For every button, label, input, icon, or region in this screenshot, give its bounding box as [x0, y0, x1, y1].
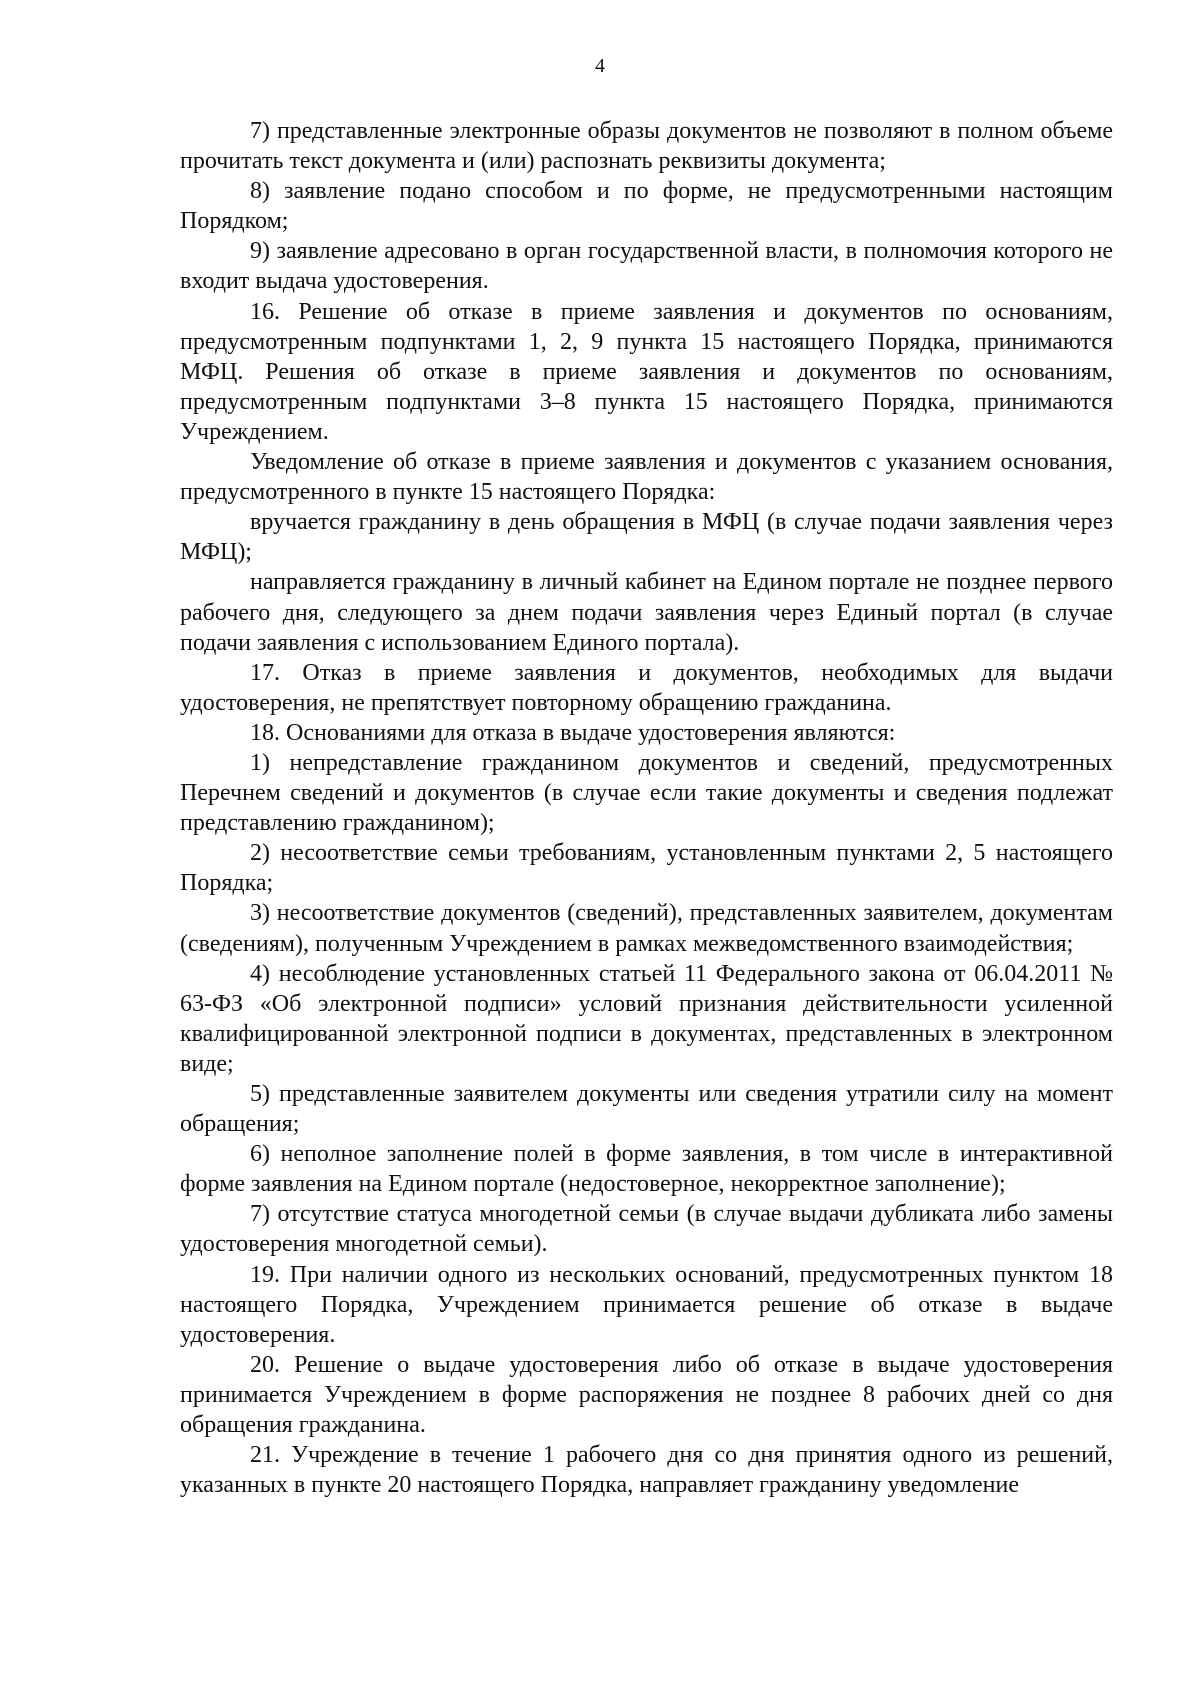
paragraph: направляется гражданину в личный кабинет на Едином портале не позднее первого рабочего дня, следующего за днем подачи заявления через Единый портал (в случае подачи заявления с использованием Единого портала). — [180, 569, 1113, 656]
paragraph: 9) заявление адресовано в орган государственной власти, в полномочия которого не входит выдача удостоверения. — [180, 238, 1113, 295]
paragraph: 1) непредставление гражданином документов и сведений, предусмотренных Перечнем сведений и документов (в случае если такие документы и сведения подлежат представлению гражданином); — [180, 749, 1113, 837]
paragraph: 18. Основаниями для отказа в выдаче удостоверения являются: — [250, 719, 896, 746]
paragraph: вручается гражданину в день обращения в МФЦ (в случае подачи заявления через МФЦ); — [180, 509, 1113, 566]
paragraph: 21. Учреждение в течение 1 рабочего дня со дня принятия одного из решений, указанных в пункте 20 настоящего Порядка, направляет гражданину уведомление — [180, 1442, 1113, 1499]
paragraph: 3) несоответствие документов (сведений), представленных заявителем, документам (сведениям), полученным Учреждением в рамках межведомственного взаимодействия; — [180, 900, 1113, 957]
paragraph: Уведомление об отказе в приеме заявления и документов с указанием основания, предусмотренного в пункте 15 настоящего Порядка: — [180, 449, 1113, 506]
paragraph: 5) представленные заявителем документы или сведения утратили силу на момент обращения; — [180, 1081, 1113, 1138]
paragraph: 17. Отказ в приеме заявления и документов, необходимых для выдачи удостоверения, не препятствует повторному обращению гражданина. — [180, 659, 1113, 716]
paragraph: 7) представленные электронные образы документов не позволяют в полном объеме прочитать текст документа и (или) распознать реквизиты документа; — [180, 118, 1113, 175]
page-number: 4 — [595, 55, 605, 77]
document-body — [180, 116, 1113, 1500]
paragraph: 4) несоблюдение установленных статьей 11 Федерального закона от 06.04.2011 № 63-ФЗ «Об электронной подписи» условий признания действительности усиленной квалифицированной электронной подписи в документах, представленных в электронном виде; — [180, 960, 1113, 1077]
paragraph: 7) отсутствие статуса многодетной семьи (в случае выдачи дубликата либо замены удостоверения многодетной семьи). — [180, 1201, 1113, 1258]
paragraph: 19. При наличии одного из нескольких оснований, предусмотренных пунктом 18 настоящего Порядка, Учреждением принимается решение об отказе в выдаче удостоверения. — [180, 1261, 1113, 1348]
paragraph: 6) неполное заполнение полей в форме заявления, в том числе в интерактивной форме заявления на Едином портале (недостоверное, некорректное заполнение); — [180, 1141, 1113, 1198]
paragraph: 16. Решение об отказе в приеме заявления и документов по основаниям, предусмотренным подпунктами 1, 2, 9 пункта 15 настоящего Порядка, принимаются МФЦ. Решения об отказе в приеме заявления и документов по основаниям, предусмотренным подпунктами 3–8 пункта 15 настоящего Порядка, принимаются Учреждением. — [180, 298, 1113, 445]
paragraph: 2) несоответствие семьи требованиям, установленным пунктами 2, 5 настоящего Порядка; — [180, 840, 1113, 897]
paragraph: 8) заявление подано способом и по форме, не предусмотренными настоящим Порядком; — [180, 178, 1113, 235]
paragraph: 20. Решение о выдаче удостоверения либо об отказе в выдаче удостоверения принимается Учреждением в форме распоряжения не позднее 8 рабочих дней со дня обращения гражданина. — [180, 1351, 1113, 1439]
